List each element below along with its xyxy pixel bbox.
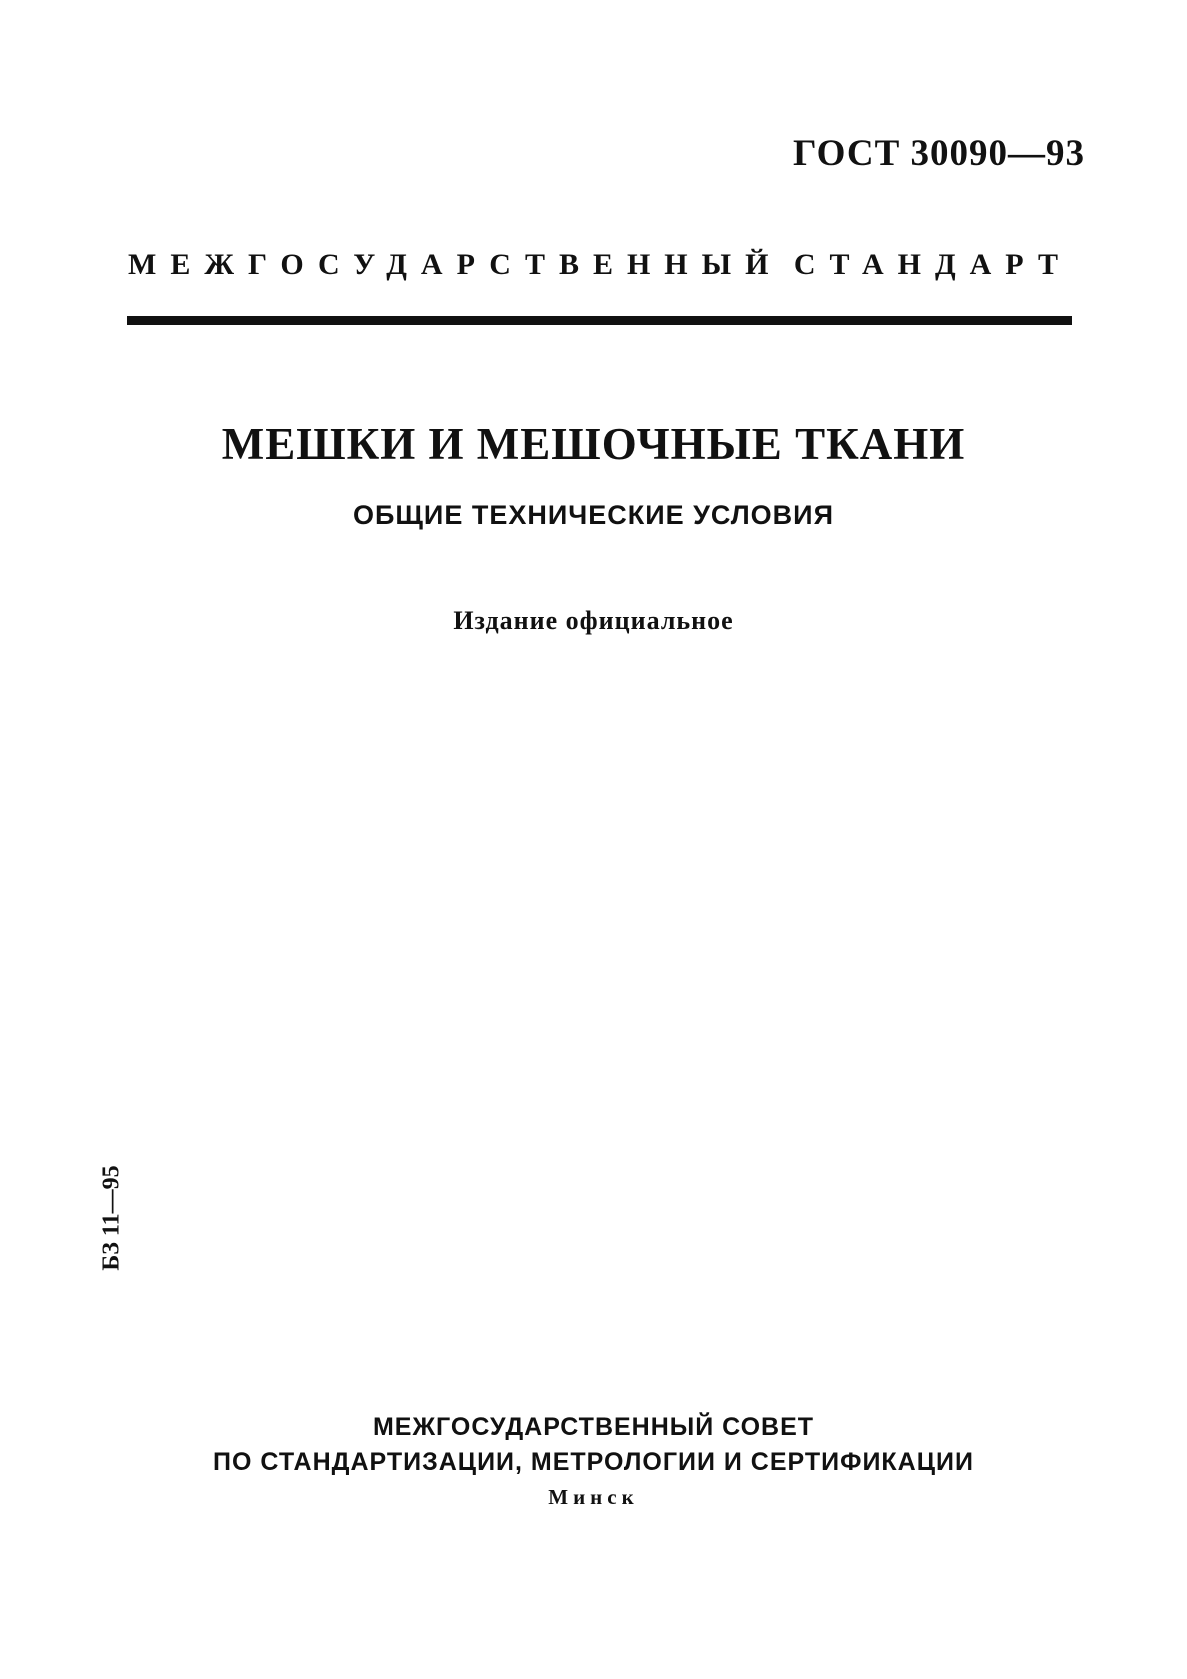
standard-type-word-interstate: МЕЖГОСУДАРСТВЕННЫЙ (128, 248, 783, 281)
gost-number: ГОСТ 30090—93 (793, 133, 1085, 174)
heading-divider (127, 316, 1072, 325)
side-registration-code: БЗ 11—95 (98, 1165, 125, 1271)
publisher-line-standardization: ПО СТАНДАРТИЗАЦИИ, МЕТРОЛОГИИ И СЕРТИФИКАЦИИ (213, 1448, 974, 1476)
document-subtitle: ОБЩИЕ ТЕХНИЧЕСКИЕ УСЛОВИЯ (352, 500, 834, 530)
publisher-block (0, 1410, 1187, 1514)
document-title: МЕШКИ И МЕШОЧНЫЕ ТКАНИ (221, 419, 966, 469)
standard-type-heading (128, 248, 1072, 282)
publisher-line-council: МЕЖГОСУДАРСТВЕННЫЙ СОВЕТ (372, 1413, 815, 1441)
standard-type-word-standard: СТАНДАРТ (793, 248, 1072, 281)
publisher-city: Минск (548, 1485, 639, 1509)
edition-label: Издание официальное (453, 606, 734, 635)
